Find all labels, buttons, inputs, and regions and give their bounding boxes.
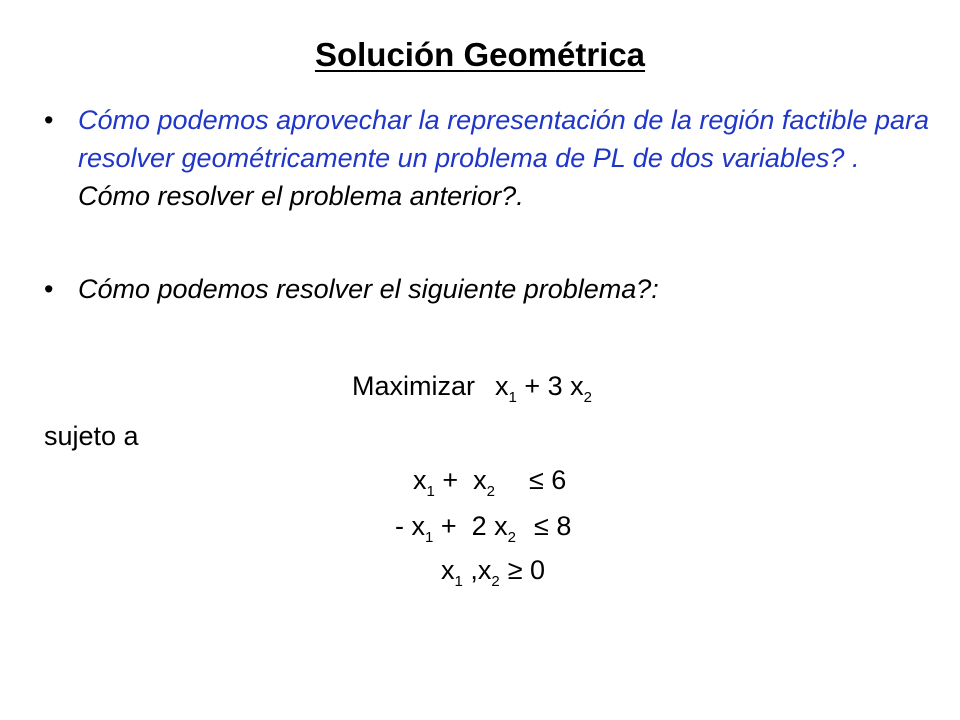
bullet-text	[78, 101, 938, 215]
var-x1: x	[441, 555, 455, 585]
constraint-separator: ,	[462, 555, 478, 585]
var-x1: x	[411, 511, 425, 541]
slide-title: Solución Geométrica	[314, 36, 646, 73]
constraint-nonnegativity	[441, 554, 546, 590]
objective-label: Maximizar	[352, 371, 476, 401]
subscript: 2	[507, 529, 516, 546]
var-x1: x	[413, 465, 427, 495]
var-x2: x	[473, 465, 487, 495]
subscript: 1	[426, 483, 435, 500]
bullet-question-text: Cómo podemos aprovechar la representación de la región factible para resolver geométricamente un problema de PL de dos variables? .	[78, 105, 930, 173]
subscript: 1	[454, 573, 463, 590]
subscript: 2	[491, 573, 500, 590]
bullet-marker: •	[44, 105, 54, 135]
subscript: 2	[583, 389, 592, 406]
var-x1: x	[495, 371, 509, 401]
constraint-2	[395, 510, 572, 546]
constraint-coefficient: 2	[471, 511, 495, 541]
subscript: 1	[425, 529, 434, 546]
subject-to-label: sujeto a	[44, 421, 139, 451]
bullet-text: Cómo podemos resolver el siguiente problema?:	[78, 274, 659, 304]
var-x2: x	[477, 555, 492, 585]
constraint-relation: ≥ 0	[507, 555, 546, 585]
subscript: 2	[486, 483, 495, 500]
constraint-operator: +	[433, 511, 472, 541]
bullet-followup-text: Cómo resolver el problema anterior?.	[78, 181, 524, 211]
constraint-prefix: -	[395, 511, 412, 541]
var-x2: x	[570, 371, 584, 401]
constraint-relation: ≤ 8	[534, 511, 572, 541]
objective-operator: + 3	[516, 371, 571, 401]
subscript: 1	[508, 389, 517, 406]
var-x2: x	[494, 511, 508, 541]
constraint-1	[413, 464, 567, 500]
bullet-marker: •	[44, 274, 54, 304]
constraint-operator: +	[434, 465, 474, 495]
objective-function	[352, 370, 592, 406]
constraint-relation: ≤ 6	[528, 465, 567, 495]
